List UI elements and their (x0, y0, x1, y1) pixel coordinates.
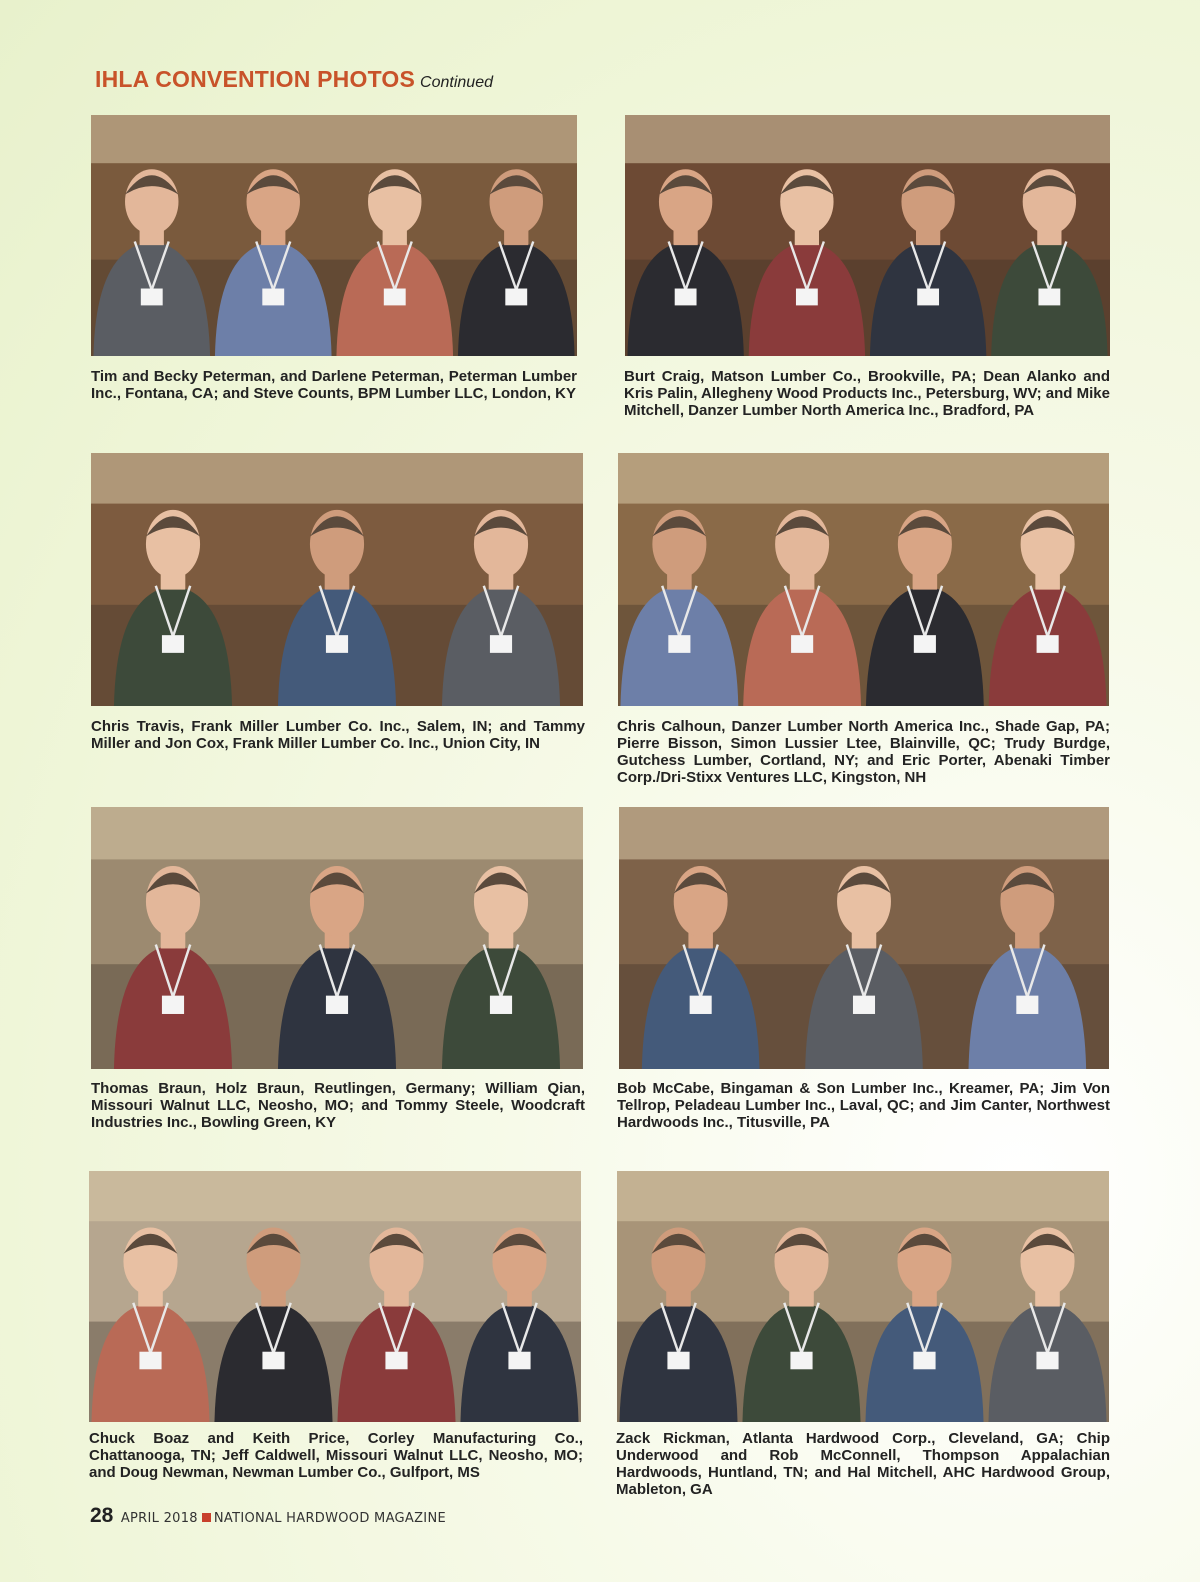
name-badge (790, 1352, 812, 1370)
ceiling (91, 807, 583, 859)
name-badge (913, 1352, 935, 1370)
photo-caption-8: Zack Rickman, Atlanta Hardwood Corp., Cleveland, GA; Chip Underwood and Rob McConnell, Thompson Appalachian Hardwoods, Huntland, TN; and Hal Mitchell, AHC Hardwood Group, Mableton, GA (616, 1430, 1110, 1498)
name-badge (384, 289, 406, 306)
name-badge (490, 996, 512, 1014)
photo-caption-6: Bob McCabe, Bingaman & Son Lumber Inc., Kreamer, PA; Jim Von Tellrop, Peladeau Lumber Inc., Laval, QC; and Jim Canter, Northwest Hardwoods Inc., Titusville, PA (617, 1080, 1110, 1131)
name-badge (141, 289, 163, 306)
convention-photo-5 (91, 807, 583, 1069)
photo-image (618, 453, 1109, 706)
name-badge (508, 1352, 530, 1370)
name-badge (796, 289, 818, 306)
ceiling (89, 1171, 581, 1221)
name-badge (139, 1352, 161, 1370)
convention-photo-6 (619, 807, 1109, 1069)
name-badge (162, 635, 184, 653)
convention-photo-4 (618, 453, 1109, 706)
photo-image (91, 115, 577, 356)
ceiling (618, 453, 1109, 504)
photo-image (625, 115, 1110, 356)
name-badge (1036, 1352, 1058, 1370)
convention-photo-3 (91, 453, 583, 706)
photo-caption-7: Chuck Boaz and Keith Price, Corley Manufacturing Co., Chattanooga, TN; Jeff Caldwell, Missouri Walnut LLC, Neosho, MO; and Doug Newman, Newman Lumber Co., Gulfport, MS (89, 1430, 583, 1481)
continued-label: Continued (420, 74, 493, 91)
page-number: 28 (90, 1504, 114, 1527)
name-badge (668, 635, 690, 653)
convention-photo-7 (89, 1171, 581, 1422)
name-badge (326, 996, 348, 1014)
section-title: IHLA CONVENTION PHOTOS (95, 66, 416, 92)
name-badge (262, 289, 284, 306)
name-badge (326, 635, 348, 653)
ceiling (91, 115, 577, 163)
convention-photo-1 (91, 115, 577, 356)
issue-date: APRIL 2018 (120, 1511, 198, 1526)
name-badge (1016, 996, 1038, 1014)
name-badge (1038, 289, 1060, 306)
ceiling (91, 453, 583, 504)
name-badge (162, 996, 184, 1014)
photo-image (617, 1171, 1109, 1422)
name-badge (917, 289, 939, 306)
name-badge (385, 1352, 407, 1370)
photo-caption-1: Tim and Becky Peterman, and Darlene Peterman, Peterman Lumber Inc., Fontana, CA; and Steve Counts, BPM Lumber LLC, London, KY (91, 368, 577, 402)
name-badge (853, 996, 875, 1014)
photo-image (91, 453, 583, 706)
name-badge (505, 289, 527, 306)
convention-photo-2 (625, 115, 1110, 356)
photo-image (91, 807, 583, 1069)
name-badge (675, 289, 697, 306)
page-footer (90, 1504, 446, 1528)
name-badge (262, 1352, 284, 1370)
photo-image (89, 1171, 581, 1422)
name-badge (791, 635, 813, 653)
photo-caption-5: Thomas Braun, Holz Braun, Reutlingen, Germany; William Qian, Missouri Walnut LLC, Neosho, MO; and Tommy Steele, Woodcraft Industries Inc., Bowling Green, KY (91, 1080, 585, 1131)
ceiling (619, 807, 1109, 859)
publication-name: NATIONAL HARDWOOD MAGAZINE (213, 1511, 446, 1526)
name-badge (1037, 635, 1059, 653)
name-badge (490, 635, 512, 653)
ceiling (625, 115, 1110, 163)
photo-caption-4: Chris Calhoun, Danzer Lumber North America Inc., Shade Gap, PA; Pierre Bisson, Simon Lussier Ltee, Blainville, QC; Trudy Burdge, Gutchess Lumber, Cortland, NY; and Eric Porter, Abenaki Timber Corp./Dri-Stixx Ventures LLC, Kingston, NH (617, 718, 1110, 786)
name-badge (690, 996, 712, 1014)
ceiling (617, 1171, 1109, 1221)
photo-caption-2: Burt Craig, Matson Lumber Co., Brookville, PA; Dean Alanko and Kris Palin, Allegheny Wood Products Inc., Petersburg, WV; and Mike Mitchell, Danzer Lumber North America Inc., Bradford, PA (624, 368, 1110, 419)
footer-square-bullet (202, 1513, 211, 1522)
photo-image (619, 807, 1109, 1069)
page-header (95, 66, 493, 93)
photo-caption-3: Chris Travis, Frank Miller Lumber Co. Inc., Salem, IN; and Tammy Miller and Jon Cox, Frank Miller Lumber Co. Inc., Union City, IN (91, 718, 585, 752)
convention-photo-8 (617, 1171, 1109, 1422)
name-badge (914, 635, 936, 653)
name-badge (667, 1352, 689, 1370)
